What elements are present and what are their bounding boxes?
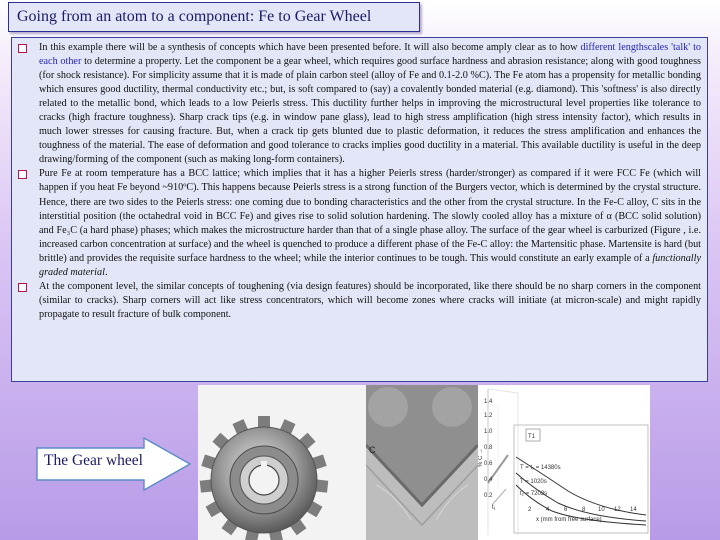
plot-curve-label-2: T = 1020s xyxy=(520,479,547,485)
bullet-1-text-start: In this example there will be a synthesis of concepts which have been presented before. It will also become amply clear as to how xyxy=(39,42,581,53)
checkbox-bullet-icon xyxy=(18,170,27,179)
y-tick: 0.8 xyxy=(484,445,493,451)
x-tick: 8 xyxy=(582,507,586,513)
gear-photo xyxy=(198,385,366,540)
x-tick: 10 xyxy=(598,507,605,513)
y-tick: 1.2 xyxy=(484,413,493,419)
x-tick: 6 xyxy=(564,507,568,513)
plot-y-axis-label: % C → xyxy=(478,447,484,467)
bullet-item-3 xyxy=(17,280,701,322)
bullet-item-2 xyxy=(17,167,701,279)
micro-label: C xyxy=(369,445,376,455)
x-tick: 2 xyxy=(528,507,532,513)
microstructure-icon xyxy=(366,385,478,540)
carbon-profile-chart xyxy=(478,385,650,540)
microstructure-image xyxy=(366,385,478,540)
y-tick: 1.0 xyxy=(484,429,493,435)
bullet-1-text-end: to determine a property. Let the component be a gear wheel, which requires good surface hardness and abrasion resistance; along with good toughness (for shock resistance). For simplicity assume that it is made of plain carbon steel (alloy of Fe and 0.1-2.0 %C). The Fe atom has a propensity for metallic bonding which ensures good ductility, thermal conductivity etc.; but, is soft compared to (say) a covalently bonded material (e.g. diamond). This 'softness' is also directly related to the metallic bond, which leads to a low Peierls stress. This ductility further helps in improving the microstructural level properties like tolerance to cracks (high fracture toughness). Sharp crack tips (e.g. in window pane glass), lead to high stress amplification (high stress intensity factor), which results in much lower stresses for causing fracture. But, when a crack tip gets blunted due to plastic deformation, it reduces the stress amplification and enhances the toughness of the material. The ease of deformation and good tolerance to cracks implies good ductility in a material. This available ductility is useful in the deep drawing/forming of the component (such as making long-form containers). xyxy=(39,56,702,166)
arrow-label: The Gear wheel xyxy=(44,452,143,469)
x-tick: 4 xyxy=(546,507,550,513)
content-panel xyxy=(11,37,708,382)
gear-icon xyxy=(198,385,366,540)
bullet-2-end: . xyxy=(104,266,108,278)
y-tick: 1.4 xyxy=(484,399,493,405)
slide-title: Going from an atom to a component: Fe to Gear Wheel xyxy=(8,2,420,32)
plot-curve-label-3: t₂ = 7203s xyxy=(520,491,548,497)
bullet-1-highlight: different lengthscales 'talk' to each other xyxy=(39,42,701,68)
plot-x-axis-label: x (mm from free surface) xyxy=(536,517,602,523)
y-tick: 0.6 xyxy=(484,461,493,467)
checkbox-bullet-icon xyxy=(18,283,27,292)
plot-box-label: T1 xyxy=(528,434,536,440)
gear-wheel-arrow xyxy=(36,437,192,491)
plot-curve-label-4: t₁ xyxy=(492,505,496,511)
y-tick: 0.4 xyxy=(484,477,493,483)
bullet-3-text: At the component level, the similar concepts of toughening (via design features) should be incorporated, like there should be no sharp corners in the component (similar to cracks). Sharp corners will act like stress concentrators, which will become zones where cracks will initiate (at micron-scale) and might rapidly propagate to result fracture of bulk component. xyxy=(39,280,701,320)
bullet-2-italic: functionally graded material xyxy=(39,252,701,278)
bullet-2-text: Pure Fe at room temperature has a BCC lattice; which implies that it has a higher Peierls stress (harder/stronger) as compared if it were FCC Fe (which will happen if you heat Fe beyond ~910ºC). This happens because Peierls stress is a strong function of the Burgers vector, which is determined by the crystal structure. Hence, there are two sides to the Peierls stress: one coming due to bonding characteristics and the other from the crystal structure. In the Fe-C alloy, C sits in the interstitial position (the octahedral void in BCC Fe) and gives rise to solid solution hardening. The slowly cooled alloy has a mixture of α (BCC solid solution) and Fe₃C (a hard phase) phases; which makes the microstructure harder than that of a single phase alloy. The surface of the gear wheel is carburized (Figure , i.e. increased carbon concentration at surface) and the wheel is quenched to produce a different phase of the Fe-C alloy: the Martensitic phase. Martensite is hard (but brittle) and provides the requisite surface hardness to the wheel; while the interior continues to be tough. This would constitute an early example of a xyxy=(39,168,701,264)
carbon-profile-plot xyxy=(478,385,650,540)
x-tick: 12 xyxy=(614,507,621,513)
y-tick: 0.2 xyxy=(484,493,493,499)
x-tick: 14 xyxy=(630,507,637,513)
checkbox-bullet-icon xyxy=(18,44,27,53)
plot-curve-label-1: T = t₁ = 14380s xyxy=(520,465,561,471)
bullet-item-1 xyxy=(17,41,701,167)
